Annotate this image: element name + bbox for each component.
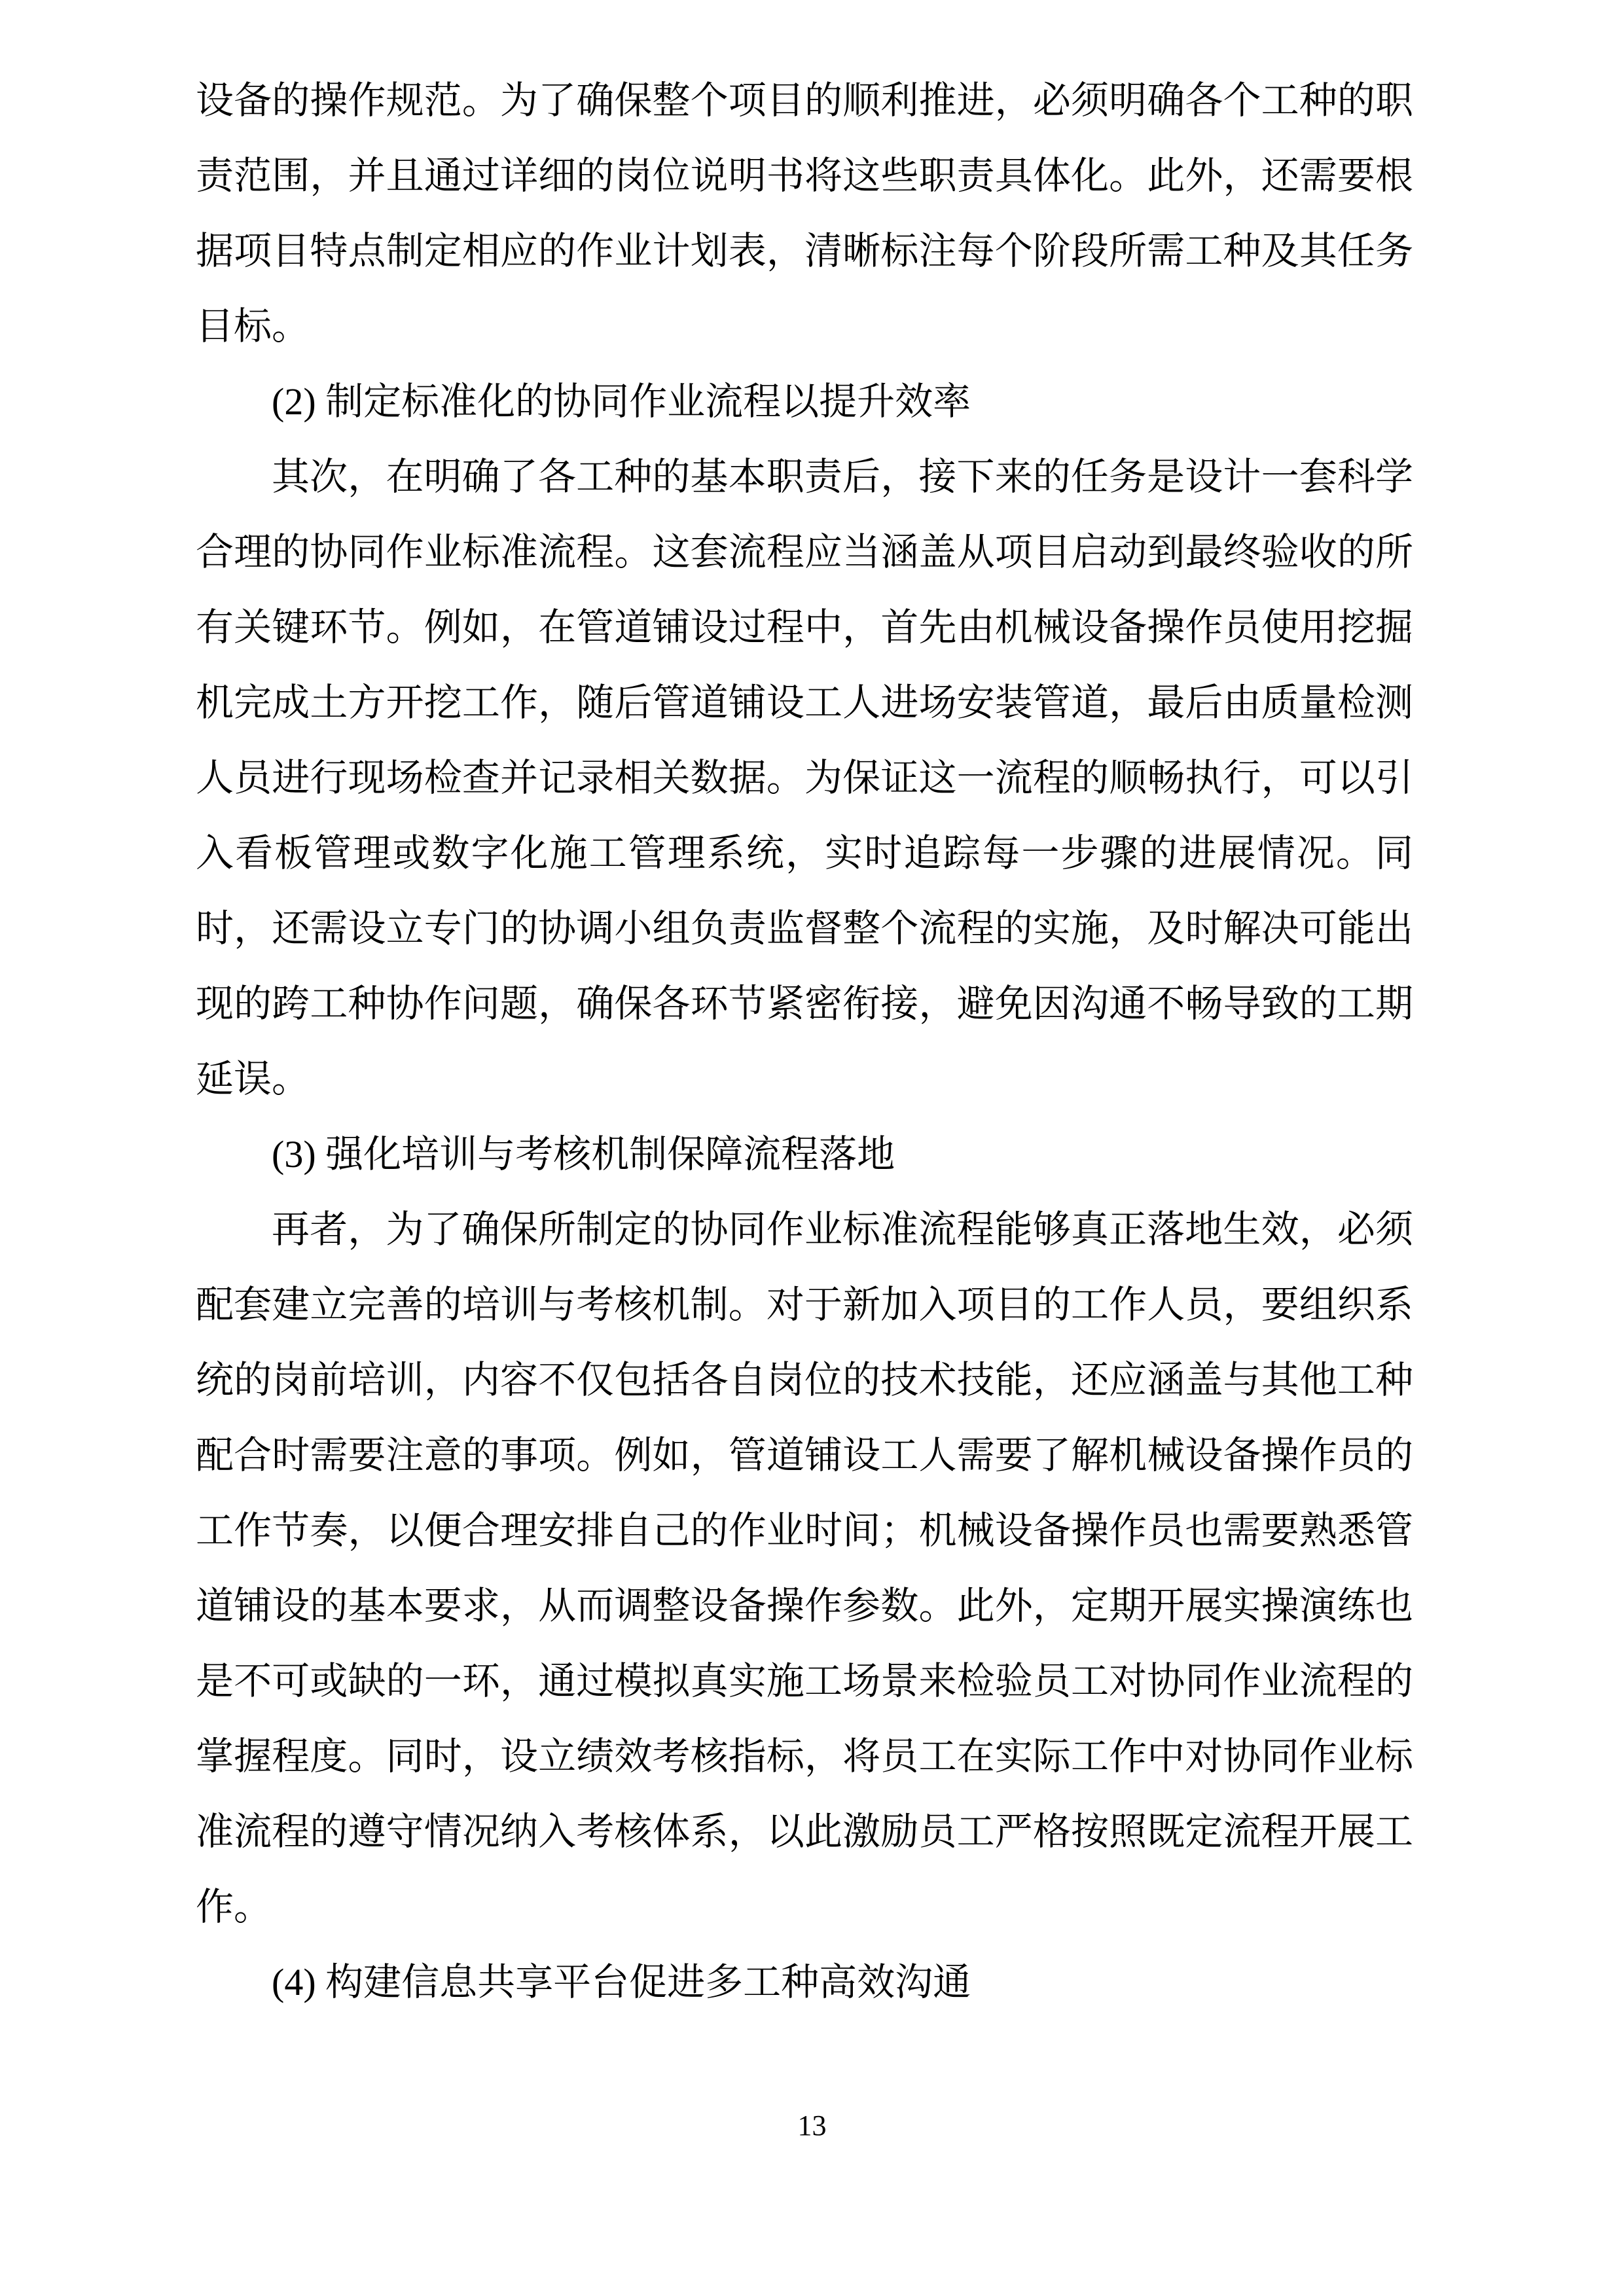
section-heading-2: (2) 制定标准化的协同作业流程以提升效率 xyxy=(272,380,971,423)
page-number: 13 xyxy=(797,2109,827,2142)
paragraph-section-2: 其次，在明确了各工种的基本职责后，接下来的任务是设计一套科学合理的协同作业标准流程。这套流程应当涵盖从项目启动到最终验收的所有关键环节。例如，在管道铺设过程中，首先由机械设备操作员使用挖掘机完成土方开挖工作，随后管道铺设工人进场安装管道，最后由质量检测人员进行现场检查并记录相关数据。为保证这一流程的顺畅执行，可以引入看板管理或数字化施工管理系统，实时追踪每一步骤的进展情况。同时，还需设立专门的协调小组负责监督整个流程的实施，及时解决可能出现的跨工种协作问题，确保各环节紧密衔接，避免因沟通不畅导致的工期延误。 xyxy=(196,456,1413,1100)
section-heading-3: (3) 强化培训与考核机制保障流程落地 xyxy=(272,1133,895,1175)
paragraph-section-3: 再者，为了确保所制定的协同作业标准流程能够真正落地生效，必须配套建立完善的培训与考核机制。对于新加入项目的工作人员，要组织系统的岗前培训，内容不仅包括各自岗位的技术技能，还应涵盖与其他工种配合时需要注意的事项。例如，管道铺设工人需要了解机械设备操作员的工作节奏，以便合理安排自己的作业时间；机械设备操作员也需要熟悉管道铺设的基本要求，从而调整设备操作参数。此外，定期开展实操演练也是不可或缺的一环，通过模拟真实施工场景来检验员工对协同作业流程的掌握程度。同时，设立绩效考核指标，将员工在实际工作中对协同作业标准流程的遵守情况纳入考核体系，以此激励员工严格按照既定流程开展工作。 xyxy=(196,1208,1413,1928)
paragraph-continuation: 设备的操作规范。为了确保整个项目的顺利推进，必须明确各个工种的职责范围，并且通过详细的岗位说明书将这些职责具体化。此外，还需要根据项目特点制定相应的作业计划表，清晰标注每个阶段所需工种及其任务目标。 xyxy=(196,79,1413,348)
section-heading-4: (4) 构建信息共享平台促进多工种高效沟通 xyxy=(272,1961,971,2003)
document-body xyxy=(196,63,1413,2020)
